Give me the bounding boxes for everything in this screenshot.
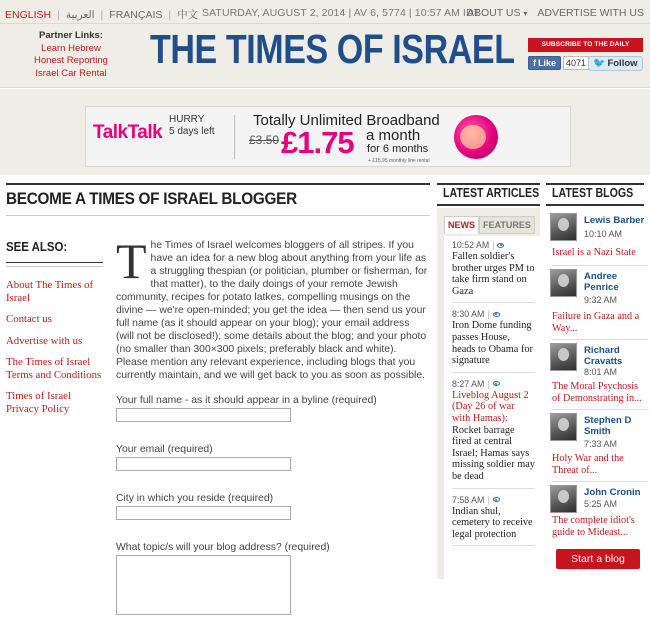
ad-days-left: 5 days left xyxy=(169,126,215,137)
top-nav xyxy=(467,7,644,19)
lang-chinese[interactable]: 中文 xyxy=(177,9,199,21)
blog-title: Failure in Gaza and a Way... xyxy=(552,311,640,334)
articles-top-rule xyxy=(437,183,540,185)
twitter-follow-label: Follow xyxy=(607,58,638,69)
ad-hurry-text: HURRY xyxy=(169,114,205,125)
intro-text xyxy=(116,233,430,382)
facebook-like-button[interactable] xyxy=(528,56,561,70)
blog-time: 7:33 AM xyxy=(584,439,618,449)
top-bar xyxy=(0,0,650,24)
ad-a-month: a month xyxy=(366,127,421,144)
see-also-link-terms[interactable]: The Times of Israel Terms and Conditions xyxy=(6,356,102,381)
blogs-rule xyxy=(546,204,644,206)
tab-news[interactable]: NEWS xyxy=(444,216,479,234)
lang-separator: | xyxy=(168,8,172,21)
ad-area xyxy=(0,89,650,175)
article-headline: Rocket barrage fired at central Israel; Hamas says missing soldier may be dead xyxy=(452,424,535,482)
ad-months: for 6 months xyxy=(367,143,429,155)
latest-blogs xyxy=(546,183,650,579)
partner-links-title: Partner Links: xyxy=(39,30,103,41)
blog-author: Richard Cravatts xyxy=(584,345,623,367)
article-item[interactable] xyxy=(452,309,535,372)
articles-panel xyxy=(437,208,540,579)
avatar xyxy=(550,413,577,441)
form-field xyxy=(116,493,430,520)
avatar xyxy=(550,343,577,371)
avatar xyxy=(550,485,577,513)
city-label: City in which you reside (required) xyxy=(116,493,274,504)
advertise-link[interactable]: ADVERTISE WITH US xyxy=(537,7,644,19)
ad-old-price: £3.50 xyxy=(249,133,280,147)
ad-divider xyxy=(234,115,235,159)
latest-articles-title: LATEST ARTICLES xyxy=(443,186,540,200)
twitter-follow-button[interactable] xyxy=(588,56,643,71)
blogger-form xyxy=(116,395,430,637)
main-column xyxy=(6,183,430,579)
see-also-link-about[interactable]: About The Times of Israel xyxy=(6,279,94,304)
articles-rule xyxy=(437,204,540,206)
facebook-like-count: 4071 xyxy=(563,56,589,70)
facebook-like xyxy=(528,56,589,70)
chevron-down-icon: ▾ xyxy=(523,9,528,18)
lang-arabic[interactable]: العربية xyxy=(65,8,95,21)
topic-label: What topic/s will your blog address? (required) xyxy=(116,542,330,553)
ad-headline: Totally Unlimited Broadband xyxy=(253,112,440,129)
language-switcher xyxy=(5,7,198,22)
page-title: BECOME A TIMES OF ISRAEL BLOGGER xyxy=(6,189,297,208)
blog-author: Andree Penrice xyxy=(584,271,619,293)
banner-ad[interactable] xyxy=(85,106,571,167)
facebook-icon: f xyxy=(533,58,536,68)
lang-french[interactable]: FRANÇAIS xyxy=(109,8,163,21)
drop-cap: T xyxy=(116,233,147,289)
partner-link-learn-hebrew[interactable]: Learn Hebrew xyxy=(41,42,101,54)
subscribe-button[interactable]: SUBSCRIBE TO THE DAILY xyxy=(528,38,643,52)
site-logo[interactable]: THE TIMES OF ISRAEL xyxy=(150,26,515,72)
about-us-menu[interactable] xyxy=(467,7,527,19)
article-prefix: Liveblog August 2 (Day 26 of war with Hamas): xyxy=(452,389,529,424)
eye-icon xyxy=(493,312,500,317)
full-name-label: Your full name - as it should appear in a byline (required) xyxy=(116,395,377,406)
avatar xyxy=(550,213,577,241)
blog-title: Holy War and the Threat of... xyxy=(552,453,624,476)
see-also-link-advertise[interactable]: Advertise with us xyxy=(6,334,83,347)
dateline: SATURDAY, AUGUST 2, 2014 | AV 6, 5774 | 10:57 AM IDT xyxy=(202,7,481,19)
partner-link-honest-reporting[interactable]: Honest Reporting xyxy=(34,55,108,66)
city-input[interactable] xyxy=(116,506,291,520)
eye-icon xyxy=(493,381,500,386)
ad-hurry xyxy=(169,114,215,138)
see-also xyxy=(6,239,103,424)
lang-separator: | xyxy=(100,8,104,21)
articles-list xyxy=(444,236,540,579)
ad-fine-print: + £15.95 monthly line rental xyxy=(368,158,430,164)
partner-link-israel-car-rental[interactable]: Israel Car Rental xyxy=(35,67,107,79)
ad-disc-graphic xyxy=(454,115,498,159)
blog-separator xyxy=(552,409,648,410)
blog-author: Stephen D Smith xyxy=(584,415,632,437)
full-name-input[interactable] xyxy=(116,408,291,422)
article-item[interactable] xyxy=(452,379,535,489)
blog-author: Lewis Barber xyxy=(584,215,645,226)
lang-separator: | xyxy=(57,8,60,21)
blog-separator xyxy=(552,265,648,266)
ad-brand: TalkTalk xyxy=(93,122,163,143)
latest-blogs-title: LATEST BLOGS xyxy=(552,186,634,200)
article-item[interactable] xyxy=(452,495,535,547)
eye-icon xyxy=(493,497,500,502)
about-us-label: ABOUT US xyxy=(467,7,521,19)
see-also-rule xyxy=(6,262,103,263)
time-separator: | xyxy=(487,378,490,389)
article-headline: Fallen soldier's brother urges PM to take firm stand on Gaza xyxy=(452,251,535,297)
article-headline: Indian shul, cemetery to receive legal protection xyxy=(452,505,533,540)
see-also-link-contact[interactable]: Contact us xyxy=(6,313,52,325)
blog-title: The Moral Psychosis of Demonstrating in... xyxy=(552,381,642,404)
articles-tabs xyxy=(444,216,535,234)
time-separator: | xyxy=(487,494,490,505)
tab-features[interactable]: FEATURES xyxy=(479,216,535,234)
partner-links xyxy=(0,30,142,80)
blog-time: 8:01 AM xyxy=(584,367,618,377)
blog-time: 9:32 AM xyxy=(584,295,618,305)
eye-icon xyxy=(497,243,504,248)
blog-time: 5:25 AM xyxy=(584,499,618,509)
email-label: Your email (required) xyxy=(116,444,213,455)
article-time: 7:58 AM xyxy=(452,494,485,505)
lang-english[interactable]: ENGLISH xyxy=(5,8,52,21)
latest-articles xyxy=(437,183,540,579)
blog-separator xyxy=(552,339,648,340)
article-item[interactable] xyxy=(452,240,535,303)
blog-separator xyxy=(552,481,648,482)
form-field xyxy=(116,395,430,422)
time-separator: | xyxy=(487,309,490,320)
article-time: 8:30 AM xyxy=(452,309,485,320)
blog-time: 10:10 AM xyxy=(584,229,623,239)
topic-textarea[interactable] xyxy=(116,555,291,615)
see-also-link-privacy[interactable]: Times of Israel Privacy Policy xyxy=(6,390,71,415)
title-top-rule xyxy=(6,183,430,185)
facebook-like-label: Like xyxy=(538,58,557,68)
avatar xyxy=(550,269,577,297)
article-headline: Iron Dome funding passes House, heads to Obama for signature xyxy=(452,320,533,367)
intro-body: he Times of Israel welcomes bloggers of all stripes. If you have an idea for a new blog about anything from your life as a struggling thespian (or politician, plumber or fisherman, for that matter), to the daily doings of your remote Jewish community, recipes for potato latkes, compelling musings on the divine — we're open-minded; you get the idea — then send us your full name (as it should appear on your blog); your email address (will not be disclosed!); some details about the blog; and your photo (no smaller than 300×300 pixels; preferably black and white). Please mention any relevant experience, including blogs that you currently maintain, and we will get back to you as soon as possible. xyxy=(116,240,428,381)
site-header xyxy=(0,24,650,88)
start-a-blog-button[interactable]: Start a blog xyxy=(556,549,640,569)
see-also-title: SEE ALSO: xyxy=(6,239,68,254)
blog-title: The complete idiot's guide to Mideast... xyxy=(552,515,635,538)
time-separator: | xyxy=(492,240,495,250)
blog-author: John Cronin xyxy=(584,487,641,498)
email-input[interactable] xyxy=(116,457,291,471)
form-field xyxy=(116,444,430,471)
article-time: 10:52 AM xyxy=(452,240,490,250)
article-time: 8:27 AM xyxy=(452,378,485,389)
twitter-bird-icon: 🐦 xyxy=(593,58,606,69)
blog-title: Israel is a Nazi State xyxy=(552,247,636,258)
title-bottom-rule xyxy=(6,215,430,216)
see-also-rule-thin xyxy=(6,266,103,267)
blogs-top-rule xyxy=(546,183,644,185)
ad-price: £1.75 xyxy=(281,125,354,160)
